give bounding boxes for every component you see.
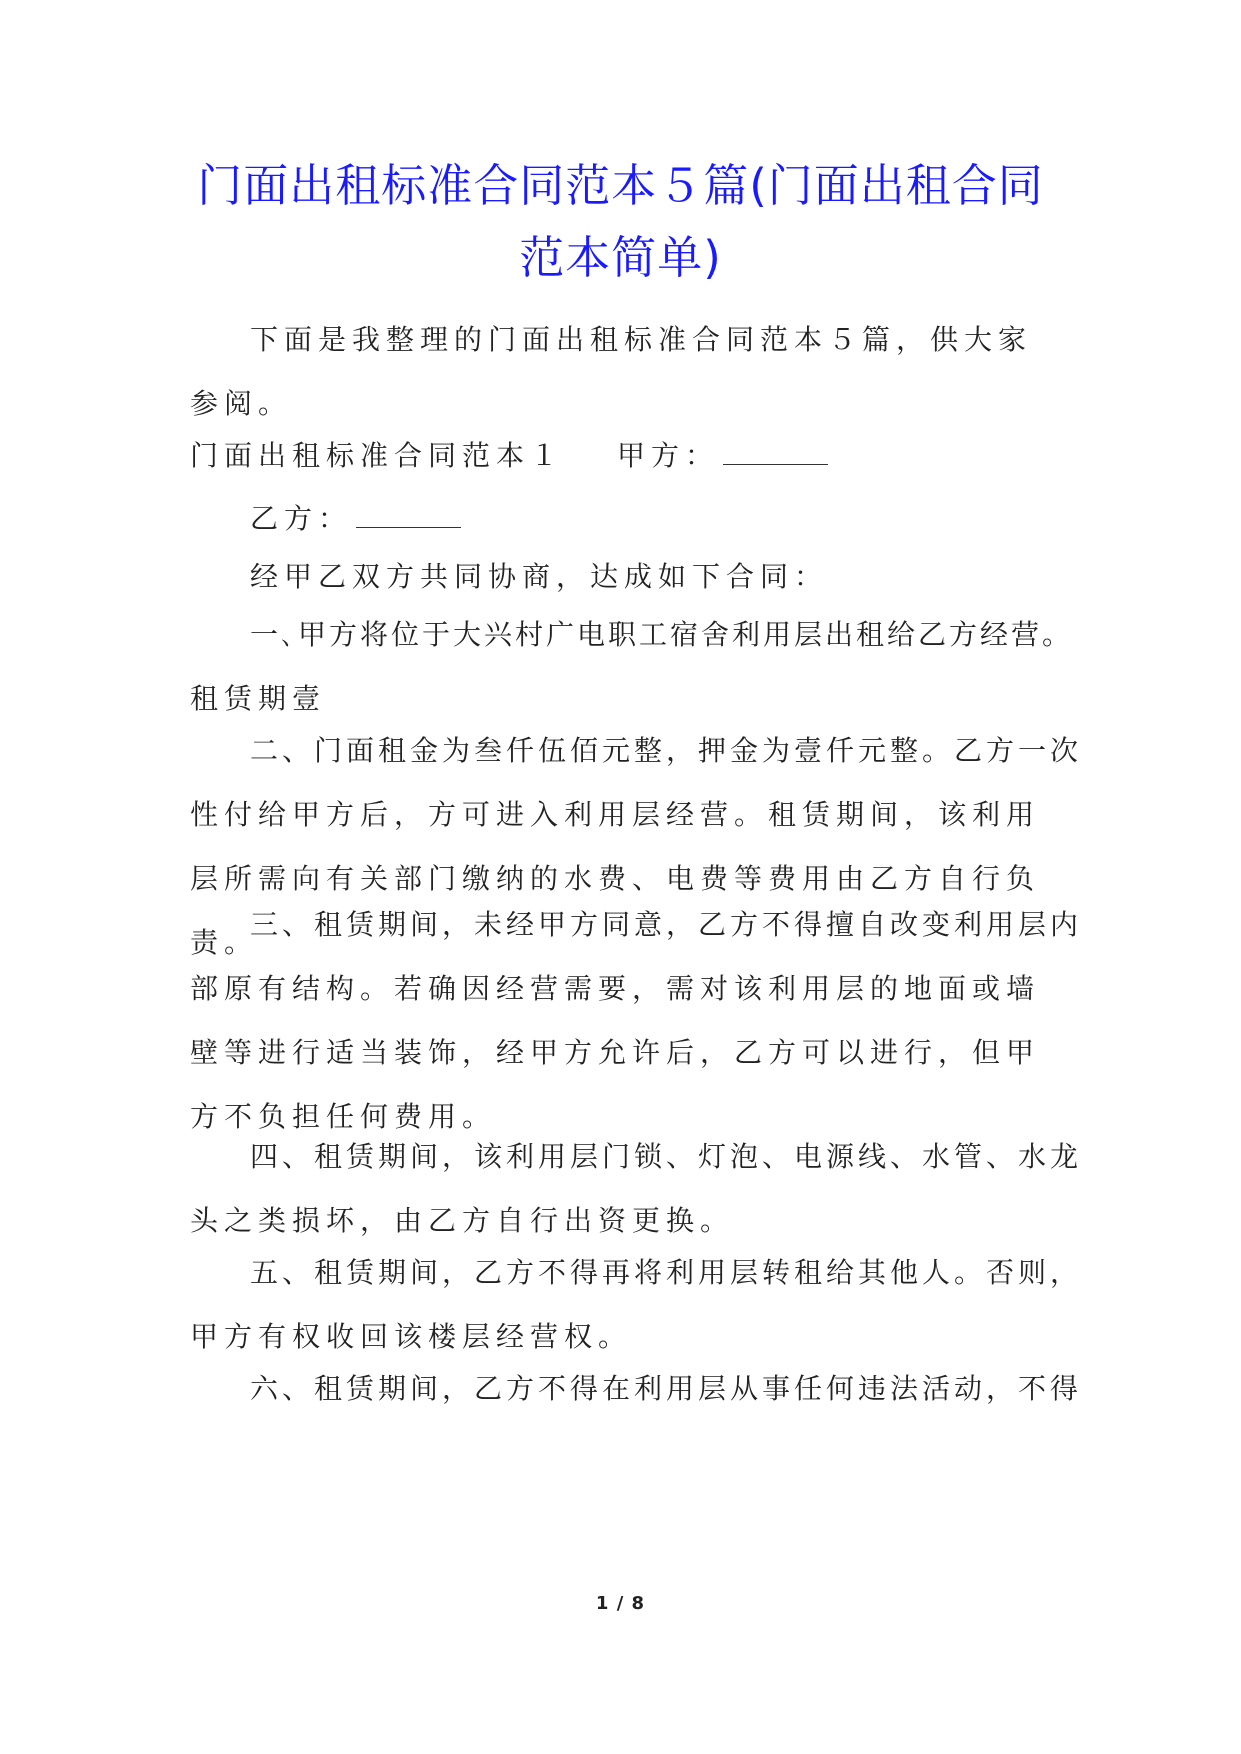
document-title: [150, 150, 1091, 294]
party-b-label: 乙方：: [250, 502, 353, 535]
clause-6: [190, 1357, 1083, 1421]
clause-4: [190, 1125, 1083, 1253]
clause-4-line-1: 四、租赁期间，该利用层门锁、灯泡、电源线、水管、水龙: [250, 1140, 1083, 1173]
clause-2-rest: 性付给甲方后，方可进入利用层经营。租赁期间，该利用层所需向有关部门缴纳的水费、电费等费用由乙方自行负责。: [190, 798, 1041, 959]
clause-6-line-1: 六、租赁期间，乙方不得在利用层从事任何违法活动，不得: [250, 1372, 1083, 1405]
page-indicator: 1 / 8: [595, 1593, 646, 1614]
party-b-blank: [356, 507, 461, 528]
clause-3: [190, 893, 1083, 1149]
clause-5: [190, 1241, 1083, 1369]
clause-4-rest: 头之类损坏，由乙方自行出资更换。: [190, 1204, 735, 1237]
party-b-row: [190, 487, 1060, 551]
section-heading-row: [190, 424, 1060, 488]
agreement-paragraph: [190, 545, 1060, 609]
intro-paragraph: [190, 308, 1060, 436]
clause-1-rest: 租赁期壹: [190, 682, 327, 715]
section-heading: 门面出租标准合同范本１: [190, 439, 565, 472]
party-a-label: 甲方：: [617, 439, 720, 472]
clause-5-rest: 甲方有权收回该楼层经营权。: [190, 1320, 633, 1353]
clause-5-line-1: 五、租赁期间，乙方不得再将利用层转租给其他人。否则，: [250, 1256, 1083, 1289]
agreement-text: 经甲乙双方共同协商，达成如下合同：: [250, 560, 829, 593]
party-a-field: [617, 424, 828, 488]
party-b-field: [190, 487, 1060, 551]
intro-text: 下面是我整理的门面出租标准合同范本５篇，供大家参阅。: [190, 323, 1033, 420]
clause-2-line-1: 二、门面租金为叁仟伍佰元整，押金为壹仟元整。乙方一次: [250, 734, 1083, 767]
title-line-2: 范本简单): [519, 231, 722, 284]
clause-3-rest: 部原有结构。若确因经营需要，需对该利用层的地面或墙壁等进行适当装饰，经甲方允许后，乙方可以进行，但甲方不负担任何费用。: [190, 972, 1041, 1133]
clause-1: [190, 603, 1074, 731]
party-a-blank: [723, 444, 828, 465]
title-line-1: 门面出租标准合同范本５篇(门面出租合同: [197, 159, 1044, 212]
clause-1-line-1: 一､甲方将位于大兴村广电职工宿舍利用层出租给乙方经营。: [250, 618, 1074, 651]
clause-3-line-1: 三、租赁期间，未经甲方同意，乙方不得擅自改变利用层内: [250, 908, 1083, 941]
